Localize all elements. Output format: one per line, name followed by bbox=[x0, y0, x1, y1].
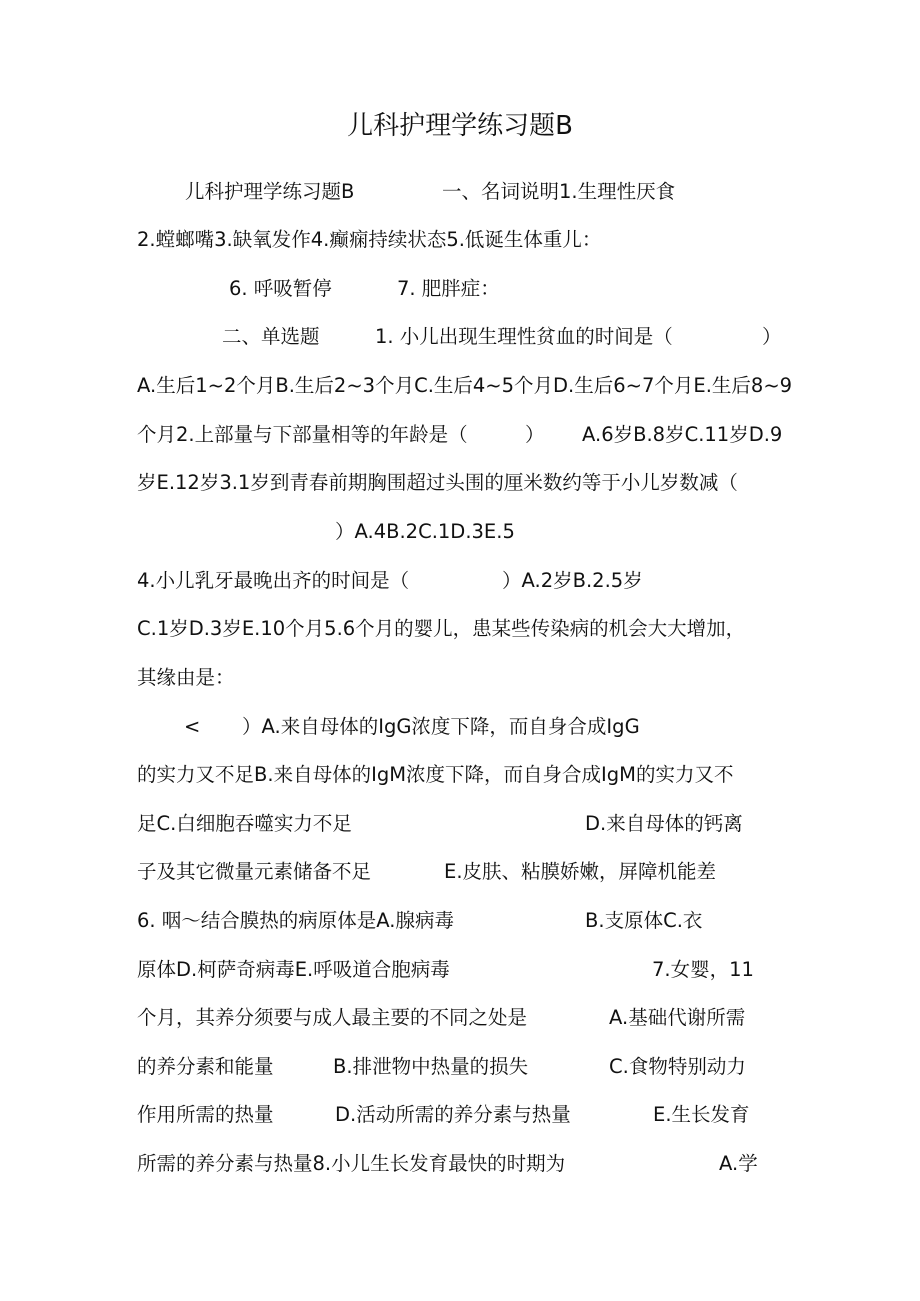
text-segment: ） bbox=[762, 325, 782, 348]
text-segment: C.食物特别动力 bbox=[609, 1055, 746, 1078]
text-segment: 一、名词说明1.生理性厌食 bbox=[442, 180, 676, 203]
text-segment: A.基础代谢所需 bbox=[609, 1006, 746, 1029]
text-segment: 6. 呼吸暂停 bbox=[229, 277, 332, 300]
text-segment: 7.女婴，11 bbox=[652, 958, 754, 981]
text-segment: ） bbox=[525, 423, 545, 446]
text-segment: B.排泄物中热量的损失 bbox=[333, 1055, 529, 1078]
text-segment: 的养分素和能量 bbox=[137, 1055, 274, 1078]
text-segment: 原体D.柯萨奇病毒E.呼吸道合胞病毒 bbox=[137, 958, 450, 981]
text-segment: 子及其它微量元素储备不足 bbox=[137, 860, 372, 883]
text-segment: 其缘由是： bbox=[137, 666, 235, 689]
text-segment: A.学 bbox=[719, 1152, 758, 1175]
text-segment: 所需的养分素与热量8.小儿生长发育最快的时期为 bbox=[137, 1152, 566, 1175]
text-segment: E.生长发育 bbox=[653, 1103, 750, 1126]
text-segment: 儿科护理学练习题B bbox=[185, 180, 355, 203]
text-segment: A.6岁B.8岁C.11岁D.9 bbox=[582, 423, 783, 446]
text-segment: 4.小儿乳牙最晚出齐的时间是（ bbox=[137, 569, 410, 592]
text-segment: 的实力又不足B.来自母体的IgM浓度下降，而自身合成IgM的实力又不 bbox=[137, 763, 734, 786]
text-segment: 6. 咽～结合膜热的病原体是A.腺病毒 bbox=[137, 909, 454, 932]
text-segment: 个月，其养分须要与成人最主要的不同之处是 bbox=[137, 1006, 528, 1029]
document-title: 儿科护理学练习题B bbox=[347, 111, 573, 141]
text-segment: 2.螳螂嘴3.缺氧发作4.癫痫持续状态5.低诞生体重儿： bbox=[137, 228, 602, 251]
text-segment: 岁E.12岁3.1岁到青春前期胸围超过头围的厘米数约等于小儿岁数减（ bbox=[137, 471, 738, 494]
text-segment: A.生后1~2个月B.生后2~3个月C.生后4~5个月D.生后6~7个月E.生后8~9 bbox=[137, 374, 793, 397]
text-segment: E.皮肤、粘膜娇嫩，屏障机能差 bbox=[444, 860, 717, 883]
text-segment: < bbox=[184, 715, 201, 738]
text-segment: 足C.白细胞吞噬实力不足 bbox=[137, 812, 352, 835]
text-segment: 个月2.上部量与下部量相等的年龄是（ bbox=[137, 423, 468, 446]
text-segment: 作用所需的热量 bbox=[137, 1103, 274, 1126]
text-segment: 7. 肥胖症： bbox=[397, 277, 500, 300]
text-segment: D.来自母体的钙离 bbox=[585, 812, 743, 835]
text-segment: B.支原体C.衣 bbox=[585, 909, 703, 932]
text-segment: ）A.2岁B.2.5岁 bbox=[502, 569, 643, 592]
text-segment: ）A.4B.2C.1D.3E.5 bbox=[335, 520, 515, 543]
text-segment: ）A.来自母体的IgG浓度下降，而自身合成IgG bbox=[242, 715, 640, 738]
text-segment: D.活动所需的养分素与热量 bbox=[335, 1103, 571, 1126]
text-segment: 二、单选题 bbox=[222, 325, 320, 348]
text-segment: C.1岁D.3岁E.10个月5.6个月的婴儿，患某些传染病的机会大大增加， bbox=[137, 617, 746, 640]
text-segment: 1. 小儿出现生理性贫血的时间是（ bbox=[375, 325, 673, 348]
